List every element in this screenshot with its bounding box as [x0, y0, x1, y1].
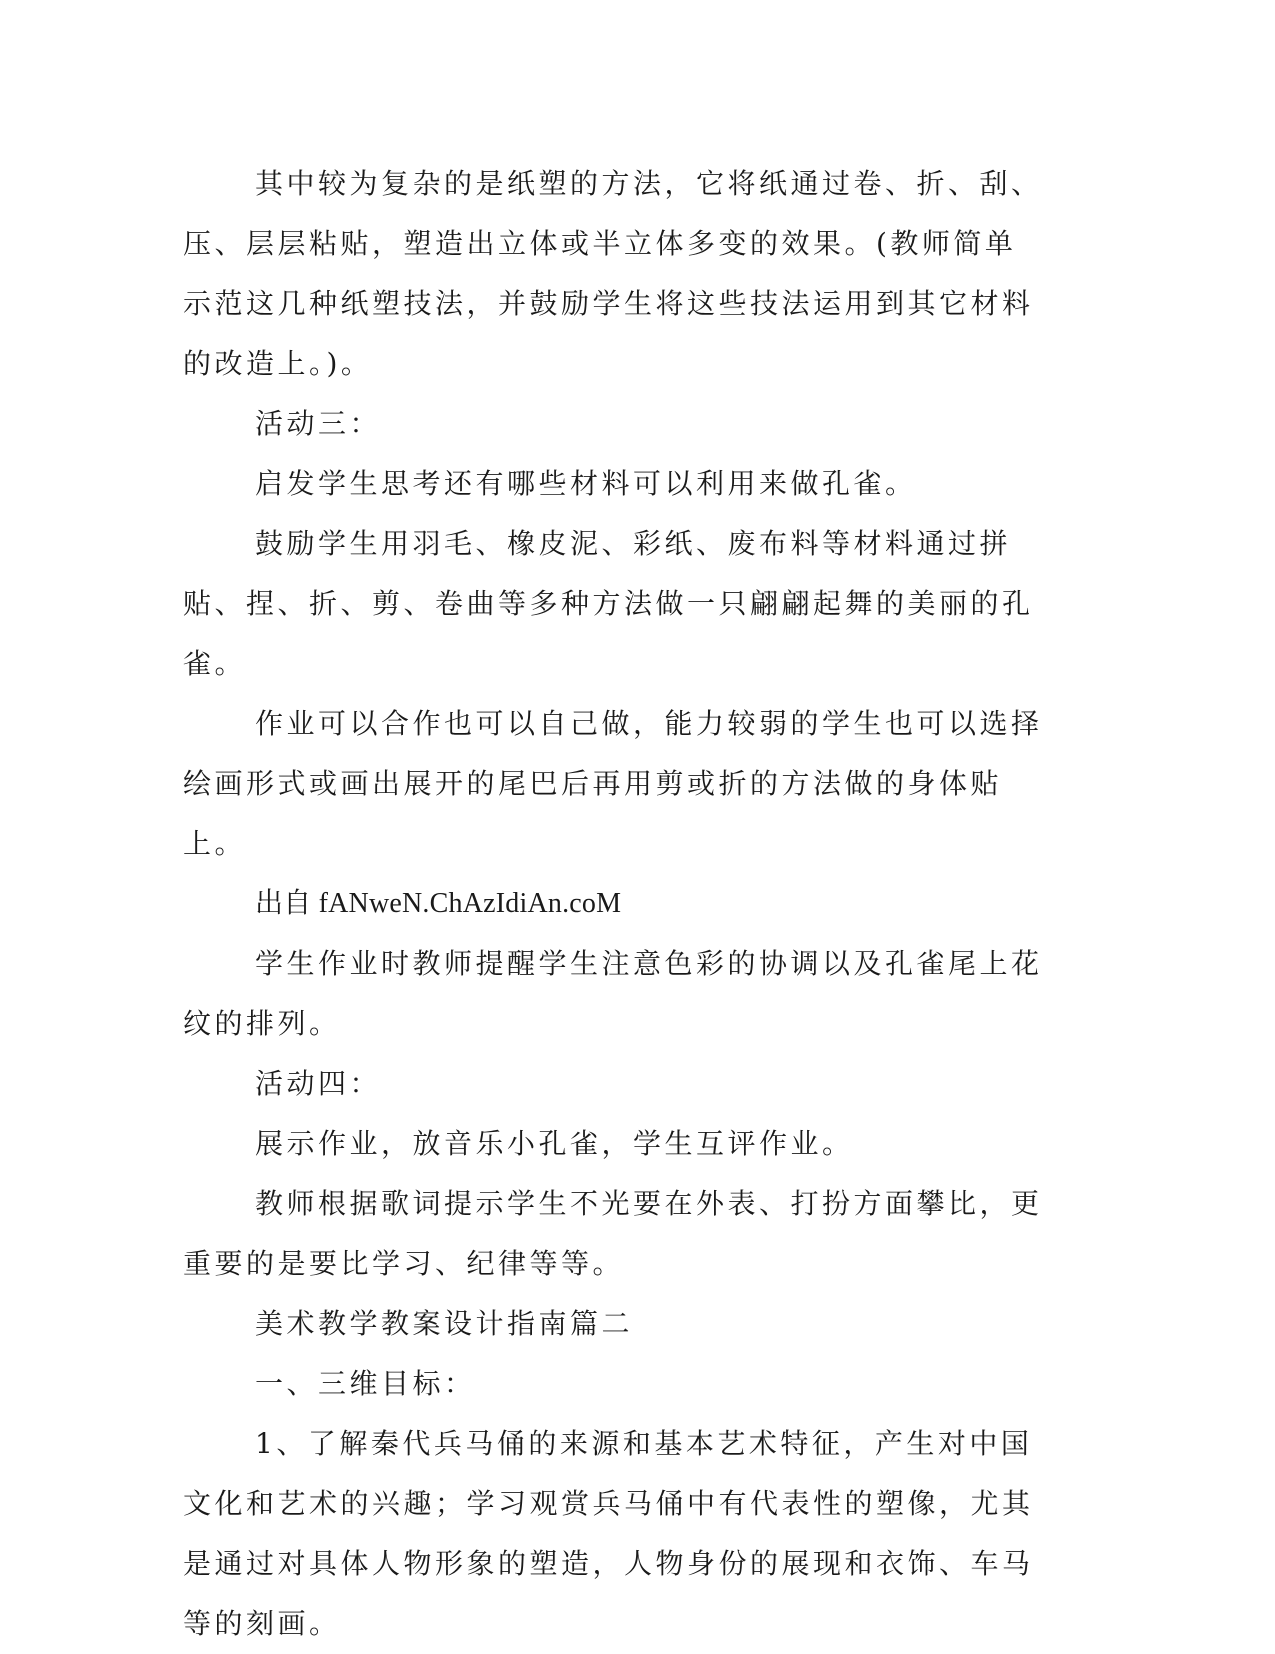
- paragraph-paper-sculpture: 其中较为复杂的是纸塑的方法，它将纸通过卷、折、刮、压、层层粘贴，塑造出立体或半立体多变的效果。(教师简单示范这几种纸塑技法，并鼓励学生将这些技法运用到其它材料的改造上。)。: [183, 167, 1043, 380]
- paragraph-homework-options: 作业可以合作也可以自己做，能力较弱的学生也可以选择绘画形式或画出展开的尾巴后再用剪或折的方法做的身体贴上。: [183, 707, 1043, 860]
- paragraph-teacher-reminder: 学生作业时教师提醒学生注意色彩的协调以及孔雀尾上花纹的排列。: [183, 947, 1043, 1040]
- paragraph-lyrics-hint: 教师根据歌词提示学生不光要在外表、打扮方面攀比，更重要的是要比学习、纪律等等。: [183, 1187, 1043, 1280]
- paragraph-source-note: 出自 fANweN.ChAzIdiAn.coM: [255, 888, 622, 919]
- paragraph-goal-one: 1、了解秦代兵马俑的来源和基本艺术特征，产生对中国文化和艺术的兴趣；学习观赏兵马俑中有代表性的塑像，尤其是通过对具体人物形象的塑造，人物身份的展现和衣饰、车马等的刻画。: [183, 1427, 1034, 1640]
- heading-activity-three: 活动三：: [255, 407, 382, 440]
- paragraph-inspire-materials: 启发学生思考还有哪些材料可以利用来做孔雀。: [255, 467, 917, 500]
- paragraph-show-homework: 展示作业，放音乐小孔雀，学生互评作业。: [255, 1127, 854, 1160]
- paragraph-encourage-methods: 鼓励学生用羽毛、橡皮泥、彩纸、废布料等材料通过拼贴、捏、折、剪、卷曲等多种方法做一只翩翩起舞的美丽的孔雀。: [183, 527, 1034, 680]
- section-title-part-two: 美术教学教案设计指南篇二: [255, 1307, 634, 1340]
- heading-three-dimensional-goals: 一、三维目标：: [255, 1367, 476, 1400]
- heading-activity-four: 活动四：: [255, 1067, 382, 1100]
- document-body: [183, 154, 1045, 1654]
